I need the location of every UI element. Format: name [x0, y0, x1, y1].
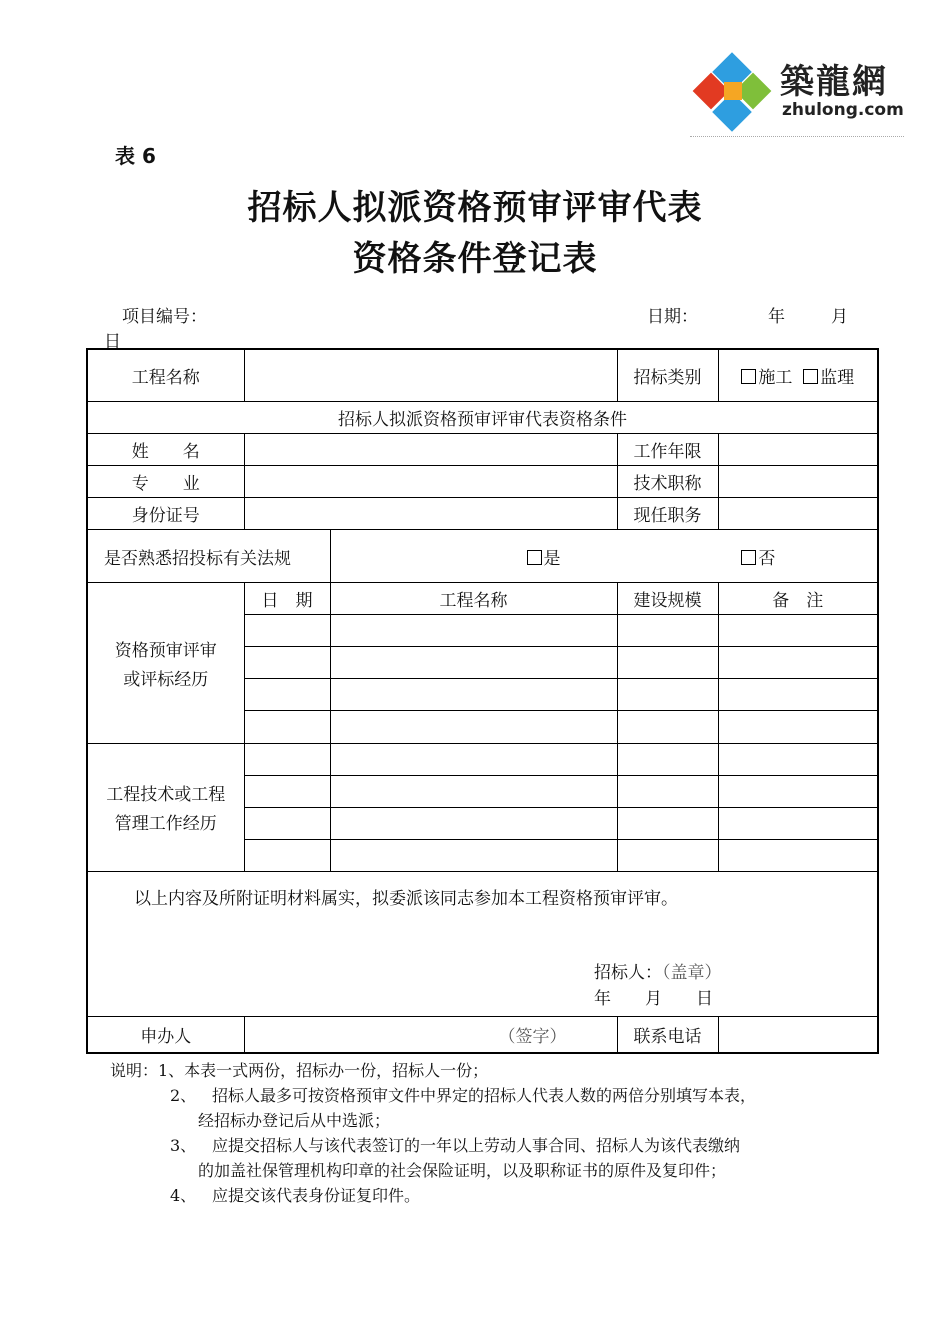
- id-label: 身份证号: [87, 498, 244, 530]
- supervision-checkbox[interactable]: [803, 369, 818, 384]
- note-2-line1: 招标人最多可按资格预审文件中界定的招标人代表人数的两倍分别填写本表，: [212, 1086, 757, 1105]
- tech-experience-label: 工程技术或工程 管理工作经历: [87, 743, 244, 872]
- law-options: [330, 530, 878, 582]
- col-date: 日 期: [244, 582, 330, 614]
- phone-field[interactable]: [718, 1017, 878, 1053]
- tech-title-label: 技术职称: [617, 466, 718, 498]
- declaration-date: 年 月 日: [594, 989, 713, 1010]
- construction-label: 施工: [758, 367, 793, 388]
- years-label: 工作年限: [617, 433, 718, 465]
- review-experience-label: 资格预审评审 或评标经历: [87, 582, 244, 743]
- supervision-label: 监理: [820, 367, 855, 388]
- name-field[interactable]: [244, 433, 617, 465]
- declaration-text: 以上内容及所附证明材料属实，拟委派该同志参加本工程资格预审评审。: [134, 889, 678, 910]
- section-header: 招标人拟派资格预审评审代表资格条件: [87, 401, 878, 433]
- tenderer-label: 招标人：: [594, 963, 662, 984]
- no-checkbox[interactable]: [741, 550, 756, 565]
- yes-label: 是: [543, 548, 561, 569]
- no-label: 否: [758, 548, 776, 569]
- note-4-line1: 应提交该代表身份证复印件。: [212, 1186, 421, 1205]
- project-name-field[interactable]: [244, 349, 617, 401]
- logo-domain: zhulong.com: [782, 100, 904, 120]
- handler-label: 申办人: [87, 1017, 244, 1053]
- date-day: 日: [104, 332, 121, 352]
- page-title: 招标人拟派资格预审评审代表: [247, 188, 703, 228]
- note-3-line1: 应提交招标人与该代表签订的一年以上劳动人事合同、招标人为该代表缴纳: [212, 1136, 741, 1155]
- col-scale: 建设规模: [617, 582, 718, 614]
- date-year: 年: [768, 307, 785, 327]
- declaration-cell: [87, 872, 878, 1017]
- id-field[interactable]: [244, 498, 617, 530]
- logo-name: 築龍網: [780, 62, 888, 102]
- note-4-number: 4、: [170, 1186, 197, 1205]
- zhulong-logo: [690, 48, 904, 137]
- years-field[interactable]: [718, 433, 878, 465]
- col-project: 工程名称: [330, 582, 617, 614]
- note-2-line2: 经招标办登记后从中选派；: [198, 1111, 391, 1130]
- note-2-number: 2、: [170, 1086, 197, 1105]
- tender-type-options: [718, 349, 878, 401]
- major-field[interactable]: [244, 466, 617, 498]
- law-label: 是否熟悉招投标有关法规: [87, 530, 330, 582]
- logo-mark-icon: [690, 48, 776, 134]
- yes-checkbox[interactable]: [527, 550, 542, 565]
- phone-label: 联系电话: [617, 1017, 718, 1053]
- construction-checkbox[interactable]: [741, 369, 756, 384]
- signature-hint: （签字）: [498, 1027, 567, 1048]
- project-name-label: 工程名称: [87, 349, 244, 401]
- date-label: 日期：: [647, 307, 698, 327]
- col-remark: 备 注: [718, 582, 878, 614]
- name-label: 姓 名: [87, 433, 244, 465]
- page-subtitle: 资格条件登记表: [352, 239, 598, 279]
- position-field[interactable]: [718, 498, 878, 530]
- registration-form: [86, 348, 879, 1054]
- position-label: 现任职务: [617, 498, 718, 530]
- major-label: 专 业: [87, 466, 244, 498]
- note-1: 说明：1、本表一式两份，招标办一份，招标人一份；: [110, 1061, 489, 1080]
- table-number: 表 6: [115, 144, 156, 168]
- tender-type-label: 招标类别: [617, 349, 718, 401]
- project-no-label: 项目编号：: [122, 307, 207, 327]
- note-3-number: 3、: [170, 1136, 197, 1155]
- note-3-line2: 的加盖社保管理机构印章的社会保险证明，以及职称证书的原件及复印件；: [198, 1161, 727, 1180]
- seal-label: （盖章）: [662, 963, 722, 984]
- date-month: 月: [831, 307, 848, 327]
- signature-field[interactable]: [244, 1017, 617, 1053]
- tech-title-field[interactable]: [718, 466, 878, 498]
